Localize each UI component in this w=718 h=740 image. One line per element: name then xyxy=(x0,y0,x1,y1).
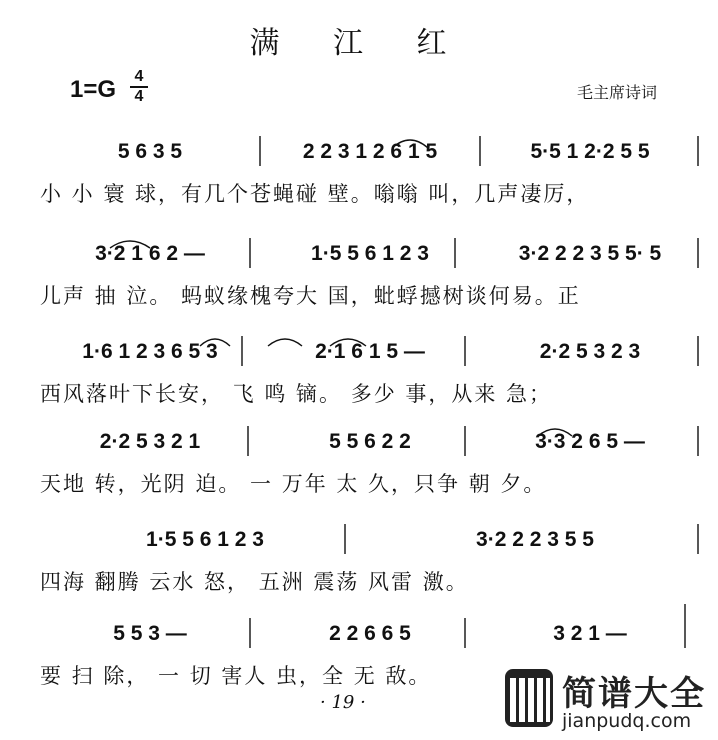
lyrics-line: 要 扫 除， 一 切 害人 虫，全 无 敌。 xyxy=(40,664,432,688)
notes: 2 2 3 1 2 6 1 5 xyxy=(302,140,438,163)
notes-line xyxy=(40,140,700,174)
measure xyxy=(480,340,700,374)
notes: 5 5 6 2 2 xyxy=(329,430,411,453)
notes: 2·2 5 3 2 1 xyxy=(99,430,201,453)
measure xyxy=(40,430,260,464)
watermark xyxy=(496,660,718,740)
watermark-text: 简谱大全 xyxy=(562,674,706,714)
measure xyxy=(260,140,480,174)
lyrics-line: 西风落叶下长安， 飞 鸣 镝。 多少 事，从来 急； xyxy=(40,382,553,406)
notes: 2·2 5 3 2 3 xyxy=(539,340,641,363)
score-row-2 xyxy=(40,232,700,312)
notes-line xyxy=(40,242,700,276)
piano-icon xyxy=(504,668,554,728)
notes-line xyxy=(40,430,700,464)
measure xyxy=(40,622,260,656)
time-signature-top: 4 xyxy=(134,68,144,85)
measure xyxy=(40,528,370,562)
measure xyxy=(40,340,260,374)
score-row-1 xyxy=(40,130,700,210)
lyrics-line: 儿声 抽 泣。 蚂蚁缘槐夸大 国，蚍蜉撼树谈何易。正 xyxy=(40,284,581,308)
notes: 5·5 1 2·2 5 5 xyxy=(530,140,650,163)
measure xyxy=(260,622,480,656)
key-signature: 1=G xyxy=(70,76,117,103)
notes-line xyxy=(40,528,700,562)
lyrics-line: 四海 翻腾 云水 怒， 五洲 震荡 风雷 激。 xyxy=(40,570,469,594)
measure xyxy=(260,242,480,276)
measure xyxy=(480,622,700,656)
notes: 1·5 5 6 1 2 3 xyxy=(311,242,429,265)
page-number: · 19 · xyxy=(320,692,366,713)
measure xyxy=(480,140,700,174)
song-title: 满 江 红 xyxy=(249,26,469,61)
score-row-5 xyxy=(40,518,700,598)
score-row-4 xyxy=(40,420,700,500)
measure xyxy=(260,340,480,374)
notes: 5 5 3 — xyxy=(113,622,187,645)
score-row-3 xyxy=(40,330,700,410)
notes: 3·2 2 2 3 5 5· 5 xyxy=(518,242,662,265)
time-signature-bottom: 4 xyxy=(134,88,144,105)
notes: 2·1 6 1 5 — xyxy=(315,340,425,363)
measure xyxy=(480,242,700,276)
notes: 3·2 1 6 2 — xyxy=(95,242,205,265)
notes: 2 2 6 6 5 xyxy=(329,622,411,645)
notes: 1·6 1 2 3 6 5 3 xyxy=(82,340,218,363)
lyric-credit: 毛主席诗词 xyxy=(577,83,658,102)
measure xyxy=(40,242,260,276)
measure xyxy=(370,528,700,562)
notes-line xyxy=(40,622,700,656)
time-signature xyxy=(130,69,148,105)
notes: 5 6 3 5 xyxy=(117,140,183,163)
measure xyxy=(480,430,700,464)
measure xyxy=(40,140,260,174)
measure xyxy=(260,430,480,464)
notes-line xyxy=(40,340,700,374)
notes: 3·3 2 6 5 — xyxy=(535,430,645,453)
lyrics-line: 天地 转，光阴 迫。 一 万年 太 久，只争 朝 夕。 xyxy=(40,472,547,496)
notes: 3·2 2 2 3 5 5 xyxy=(476,528,594,551)
watermark-url: jianpudq.com xyxy=(562,710,692,732)
lyrics-line: 小 小 寰 球，有几个苍蝇碰 壁。嗡嗡 叫，几声凄厉， xyxy=(40,182,590,206)
notes: 1·5 5 6 1 2 3 xyxy=(146,528,264,551)
notes: 3 2 1 — xyxy=(553,622,627,645)
